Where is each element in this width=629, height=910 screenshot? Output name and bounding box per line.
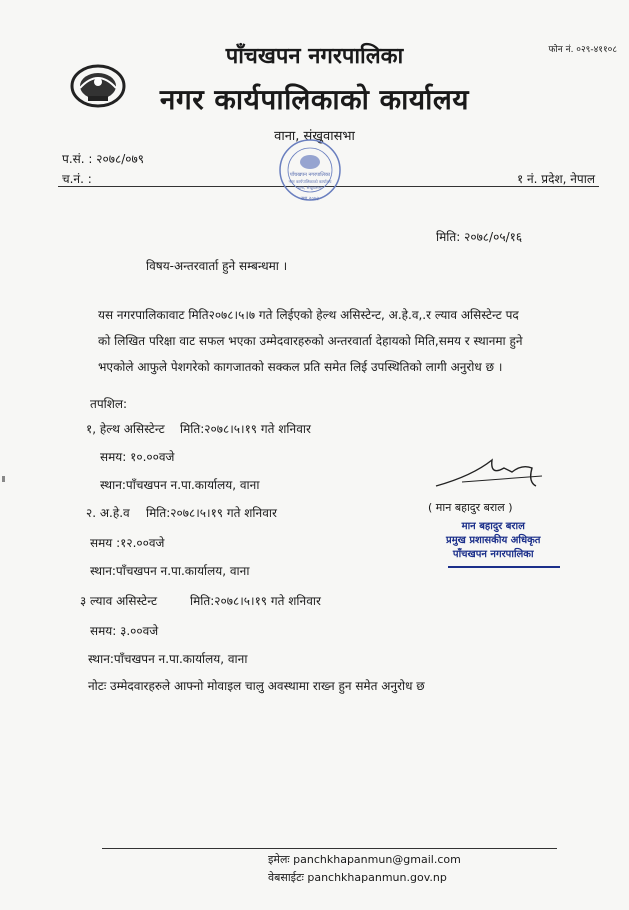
item-date: मिति:२०७८।५।१९ गते शनिवार xyxy=(146,506,277,520)
office-name: नगर कार्यपालिकाको कार्यालय xyxy=(159,83,470,116)
municipality-name: पाँचखपन नगरपालिका xyxy=(225,44,404,69)
body-line: यस नगरपालिकावाट मिति२०७८।५।७ गते लिईएको हेल्थ असिस्टेन्ट, अ.हे.व,.र ल्याव असिस्टेन्ट पद xyxy=(98,308,519,322)
stamp-underline xyxy=(448,566,560,568)
seal-text-line: नगर कार्यपालिकाको कार्यालय xyxy=(288,179,332,184)
letter-date: मिति: २०७८/०५/१६ xyxy=(436,230,523,244)
item-place: स्थान:पाँचखपन न.पा.कार्यालय, वाना xyxy=(88,652,248,666)
footer-divider xyxy=(102,848,557,849)
item-place: स्थान:पाँचखपन न.पा.कार्यालय, वाना xyxy=(100,478,260,492)
body-paragraph xyxy=(98,302,582,380)
signatory-name: ( मान बहादुर बराल ) xyxy=(428,501,513,514)
body-line: भएकोले आफुले पेशगरेको कागजातको सक्कल प्रति समेत लिई उपस्थितिको लागी अनुरोध छ । xyxy=(98,360,503,374)
item-time: समय: ३.००वजे xyxy=(90,624,159,638)
letter-subject: विषय-अन्तरवार्ता हुने सम्बन्धमा । xyxy=(146,259,288,273)
footer-email: इमेलः panchkhapanmun@gmail.com xyxy=(268,853,461,866)
item-date: मिति:२०७८।५।१९ गते शनिवार xyxy=(180,422,311,436)
seal-text-line: स्था २०७३ xyxy=(300,196,320,202)
margin-mark xyxy=(2,476,5,482)
province-label: १ नं. प्रदेश, नेपाल xyxy=(516,172,595,186)
signatory-stamp xyxy=(446,520,540,562)
stamp-line: प्रमुख प्रशासकीय अधिकृत xyxy=(446,535,541,546)
seal-text-line: पाँचखपन नगरपालिका xyxy=(289,172,331,178)
reference-number: प.सं. : २०७८/०७९ xyxy=(62,152,144,166)
signature-icon xyxy=(432,446,562,496)
footer-website: वेबसाईटः panchkhapanmun.gov.np xyxy=(268,871,447,884)
office-address: वाना, संखुवासभा xyxy=(274,129,355,144)
item-time: समय :१२.००वजे xyxy=(90,536,165,550)
item-title: १, हेल्थ असिस्टेन्ट xyxy=(86,422,165,436)
note-text: नोटः उम्मेदवारहरुले आफ्नो मोवाइल चालु अवस्थामा राख्न हुन समेत अनुरोध छ xyxy=(88,679,425,693)
office-seal-icon xyxy=(270,134,350,208)
stamp-line: पाँचखपन नगरपालिका xyxy=(452,549,534,560)
seal-text-line: वाना, संखुवासभा xyxy=(297,185,323,190)
item-place: स्थान:पाँचखपन न.पा.कार्यालय, वाना xyxy=(90,564,250,578)
details-heading: तपशिल: xyxy=(90,397,128,411)
body-line: को लिखित परिक्षा वाट सफल भएका उम्मेदवारहरुको अन्तरवार्ता देहायको मिति,समय र स्थानमा हुने xyxy=(98,334,523,348)
item-time: समय: १०.००वजे xyxy=(100,450,175,464)
dispatch-number: च.नं. : xyxy=(62,172,92,186)
item-date: मिति:२०७८।५।१९ गते शनिवार xyxy=(190,594,321,608)
item-title: २. अ.हे.व xyxy=(86,506,130,520)
phone-number: फोन नं. ०२९-४११०८ xyxy=(548,45,617,55)
item-title: ३ ल्याव असिस्टेन्ट xyxy=(80,594,158,608)
stamp-line: मान बहादुर बराल xyxy=(461,521,525,532)
